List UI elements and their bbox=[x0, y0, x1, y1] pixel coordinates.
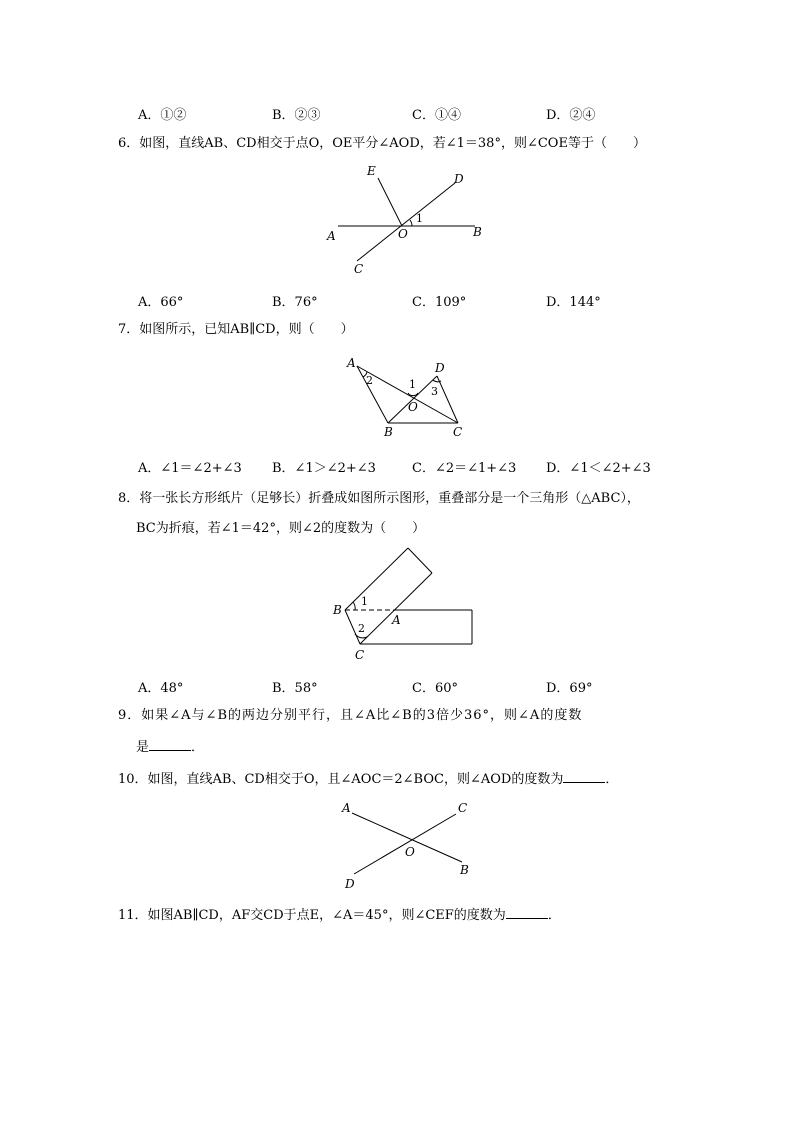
q5-option-a: A．①② bbox=[138, 108, 187, 123]
q9-stem-line1: 9．如果∠A与∠B的两边分别平行，且∠A比∠B的3倍少36°，则∠A的度数 bbox=[118, 708, 583, 723]
q10-label-o: O bbox=[405, 845, 415, 859]
q10-suffix: ． bbox=[605, 772, 619, 787]
q8-label-b: B bbox=[333, 603, 342, 617]
q5-option-d: D．②④ bbox=[546, 108, 596, 123]
q9-prefix: 是 bbox=[136, 740, 150, 755]
q6-option-c: C．109° bbox=[412, 295, 467, 310]
q11-prefix: 11．如图AB∥CD，AF交CD于点E，∠A＝45°，则∠CEF的度数为 bbox=[118, 908, 506, 923]
q7-label-d: D bbox=[435, 361, 445, 375]
q7-option-d: D．∠1＜∠2+∠3 bbox=[546, 461, 651, 476]
q6-option-b: B．76° bbox=[272, 295, 318, 310]
q11-answer-blank[interactable] bbox=[506, 905, 548, 919]
q7-label-c: C bbox=[453, 425, 463, 439]
q6-label-d: D bbox=[454, 172, 464, 186]
q7-label-o: O bbox=[408, 400, 418, 414]
q10-label-a: A bbox=[342, 801, 351, 815]
q6-label-e: E bbox=[367, 164, 376, 178]
q7-label-b: B bbox=[384, 425, 393, 439]
q7-stem: 7．如图所示，已知AB∥CD，则（ ） bbox=[118, 322, 354, 337]
q10-label-b: B bbox=[460, 863, 469, 877]
q8-label-c: C bbox=[355, 648, 365, 662]
q9-suffix: ． bbox=[191, 740, 205, 755]
q8-stem-line2: BC为折痕，若∠1＝42°，则∠2的度数为（ ） bbox=[136, 521, 426, 536]
q10-label-c: C bbox=[458, 801, 468, 815]
q7-label-angle1: 1 bbox=[409, 378, 416, 391]
q6-label-angle1: 1 bbox=[416, 212, 423, 225]
q6-label-b: B bbox=[473, 225, 482, 239]
q8-label-angle2: 2 bbox=[358, 622, 365, 635]
q7-option-b: B．∠1＞∠2+∠3 bbox=[272, 461, 376, 476]
q6-stem: 6．如图，直线AB、CD相交于点O，OE平分∠AOD，若∠1＝38°，则∠COE等于（ ） bbox=[118, 136, 646, 151]
q5-option-b: B．②③ bbox=[272, 108, 321, 123]
q10-prefix: 10．如图，直线AB、CD相交于O，且∠AOC＝2∠BOC，则∠AOD的度数为 bbox=[118, 772, 564, 787]
q8-option-b: B．58° bbox=[272, 681, 318, 696]
q5-option-c: C．①④ bbox=[412, 108, 461, 123]
q8-label-angle1: 1 bbox=[361, 595, 368, 608]
q11-stem bbox=[118, 905, 561, 925]
q6-option-d: D．144° bbox=[546, 295, 601, 310]
q8-option-a: A．48° bbox=[138, 681, 184, 696]
q6-label-o: O bbox=[398, 227, 408, 241]
q8-stem-line1: 8．将一张长方形纸片（足够长）折叠成如图所示图形，重叠部分是一个三角形（△ABC）， bbox=[118, 491, 640, 506]
q11-suffix: ． bbox=[547, 908, 561, 923]
q8-label-a: A bbox=[392, 613, 401, 627]
q8-option-c: C．60° bbox=[412, 681, 458, 696]
q10-label-d: D bbox=[345, 877, 355, 891]
q6-label-c: C bbox=[354, 262, 364, 276]
q6-option-a: A．66° bbox=[138, 295, 184, 310]
q7-label-a: A bbox=[347, 356, 356, 370]
q6-label-a: A bbox=[327, 229, 336, 243]
q8-option-d: D．69° bbox=[546, 681, 593, 696]
q7-option-c: C．∠2＝∠1+∠3 bbox=[412, 461, 517, 476]
q7-label-angle2: 2 bbox=[366, 374, 373, 387]
q7-option-a: A．∠1＝∠2+∠3 bbox=[138, 461, 242, 476]
q7-label-angle3: 3 bbox=[431, 385, 438, 398]
q10-line-cd bbox=[354, 814, 456, 874]
